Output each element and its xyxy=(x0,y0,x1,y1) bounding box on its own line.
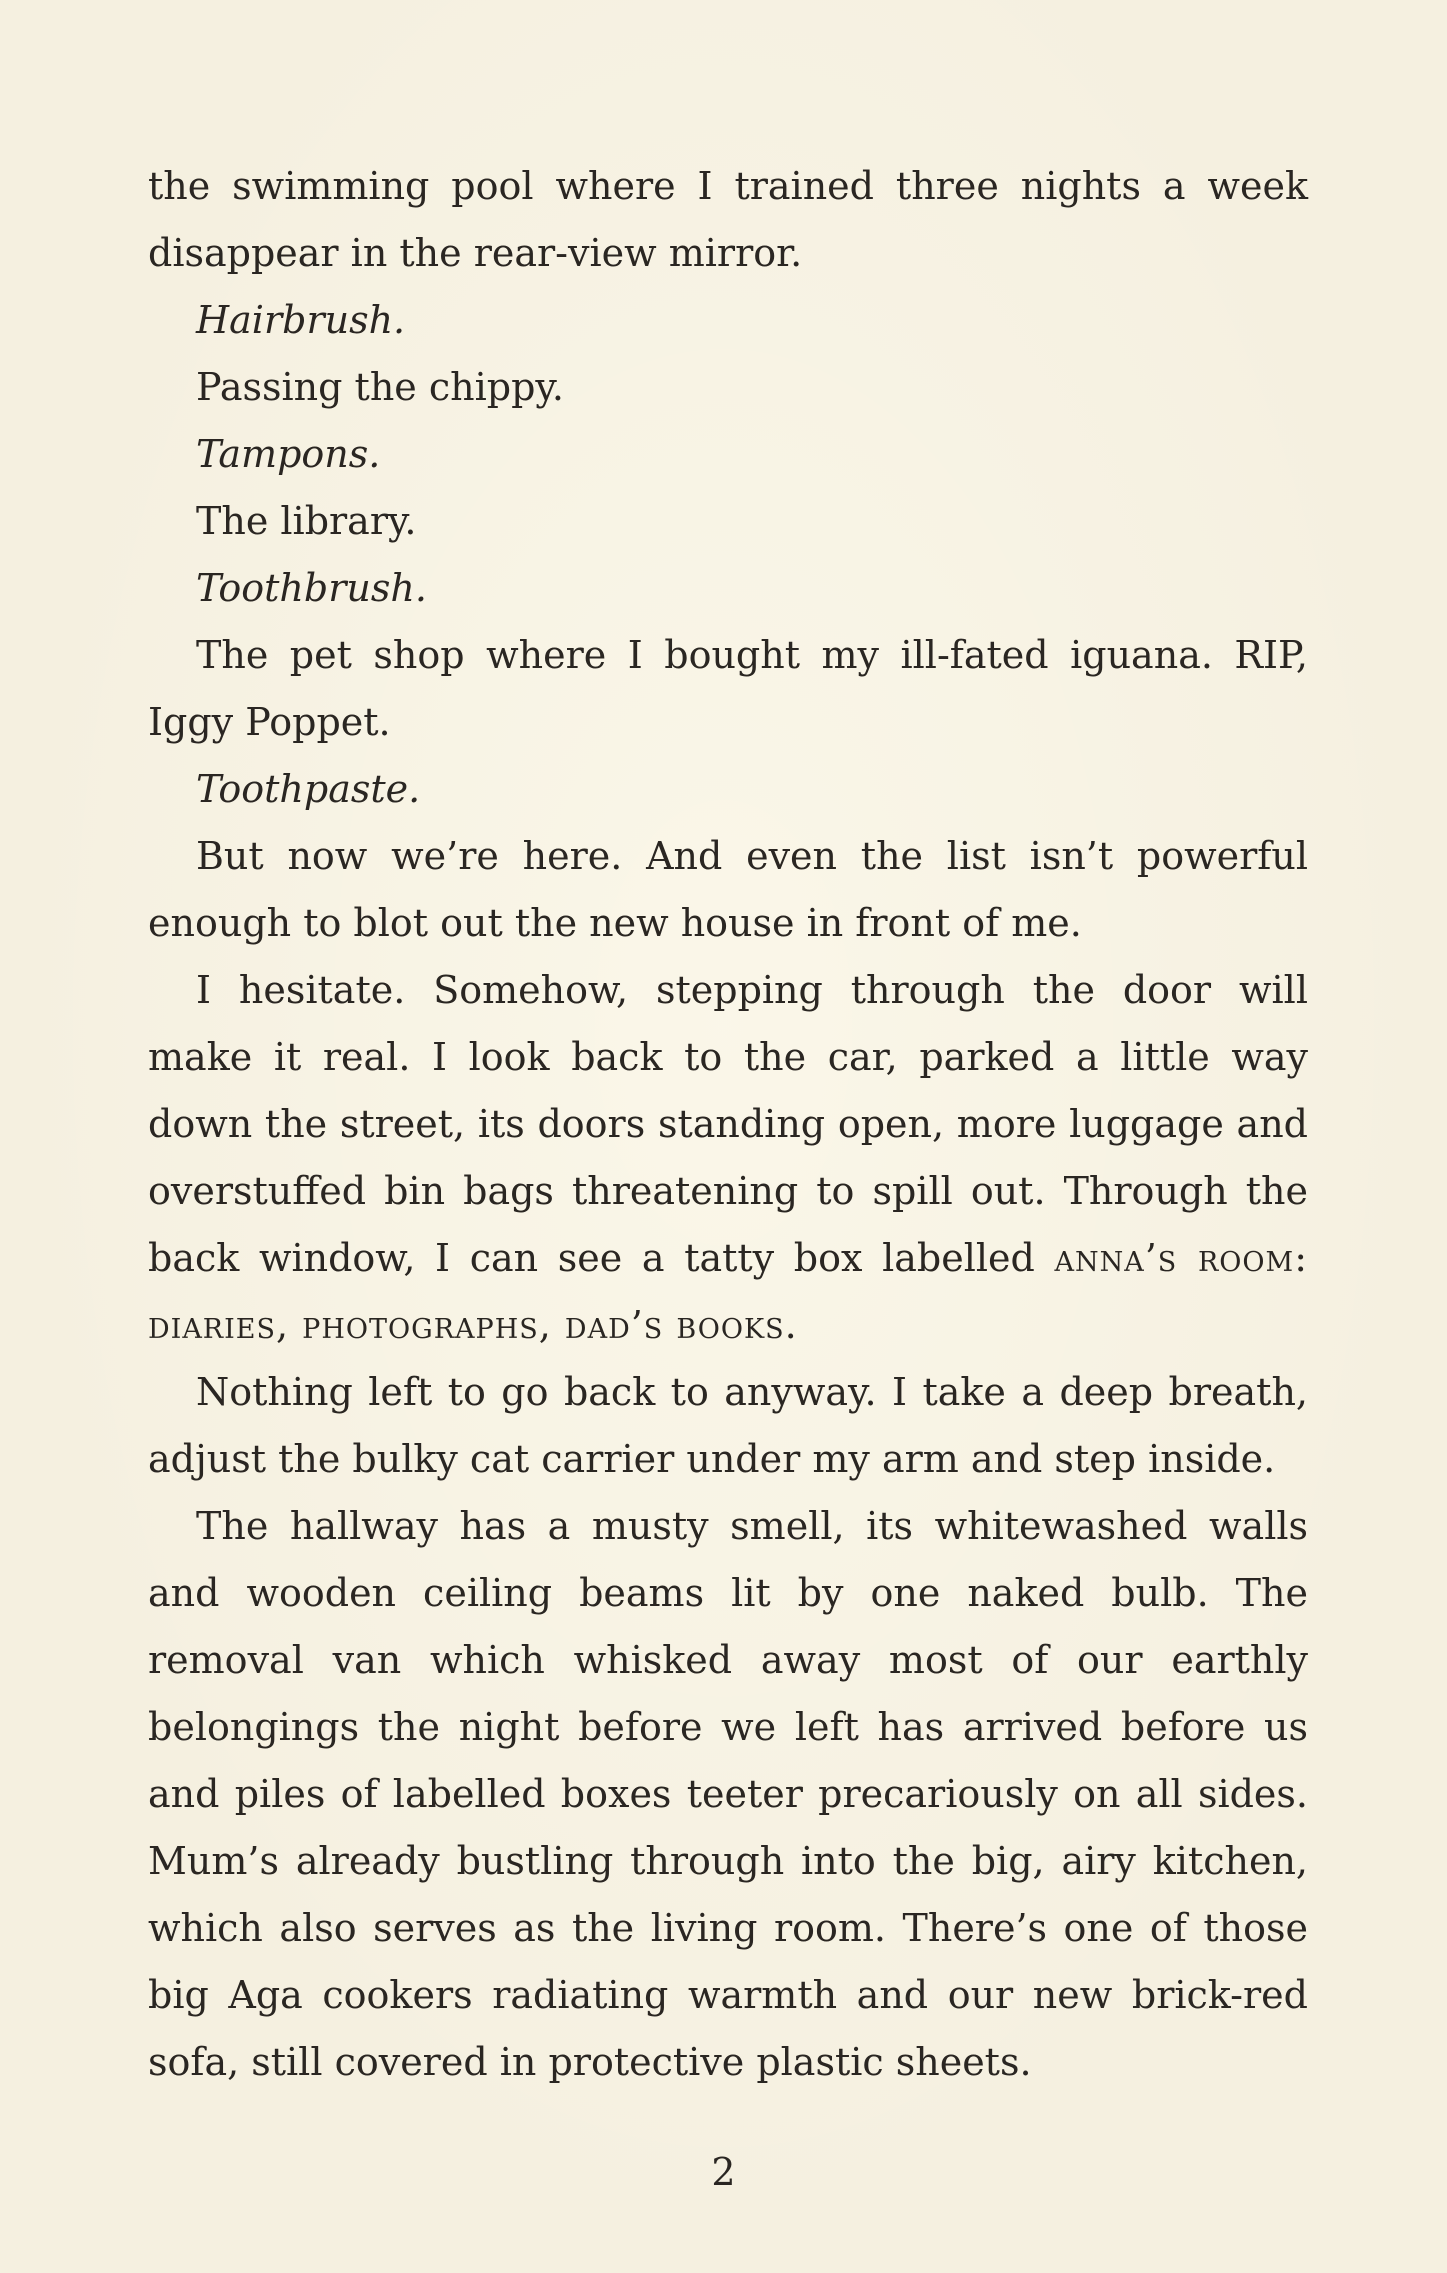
paragraph-hesitate xyxy=(148,957,1308,1359)
paragraph-library: The library. xyxy=(196,499,417,543)
list-item-toothpaste: Toothpaste. xyxy=(196,767,421,811)
list-item-hairbrush: Hairbrush. xyxy=(196,298,406,342)
page-number: 2 xyxy=(711,2150,736,2194)
paragraph-hallway: The hallway has a musty smell, its whitewashed walls and wooden ceiling beams lit by one naked bulb. The removal van which whisked away most of our earthly belongings the night before we left has arrived before us and piles of labelled boxes teeter precariously on all sides. Mum’s already bustling through into the big, airy kitchen, which also serves as the living room. There’s one of those big Aga cookers radiating warmth and our new brick-red sofa, still covered in protective plastic sheets. xyxy=(148,1504,1308,2084)
paragraph-nothing-left: Nothing left to go back to anyway. I take a deep breath, adjust the bulky cat carrier under my arm and step inside. xyxy=(148,1370,1308,1481)
paragraph-hesitate-text: I hesitate. Somehow, stepping through the door will make it real. I look back to the car, parked a little way down the street, its doors standing open, more luggage and overstuffed bin bags threatening to spill out. Through the back window, I can see a tatty box labelled xyxy=(148,968,1308,1280)
box-label: anna’s room: diaries, photographs, dad’s books. xyxy=(148,1236,1308,1347)
paragraph-now-here: But now we’re here. And even the list isn’t powerful enough to blot out the new house in front of me. xyxy=(148,834,1308,945)
paragraph-chippy: Passing the chippy. xyxy=(196,365,564,409)
paragraph-pet-shop: The pet shop where I bought my ill-fated iguana. RIP, Iggy Poppet. xyxy=(148,633,1308,744)
body-text xyxy=(148,153,1308,2096)
paragraph-continuation: the swimming pool where I trained three nights a week disappear in the rear-view mirror. xyxy=(148,164,1308,275)
list-item-toothbrush: Toothbrush. xyxy=(196,566,427,610)
list-item-tampons: Tampons. xyxy=(196,432,381,476)
